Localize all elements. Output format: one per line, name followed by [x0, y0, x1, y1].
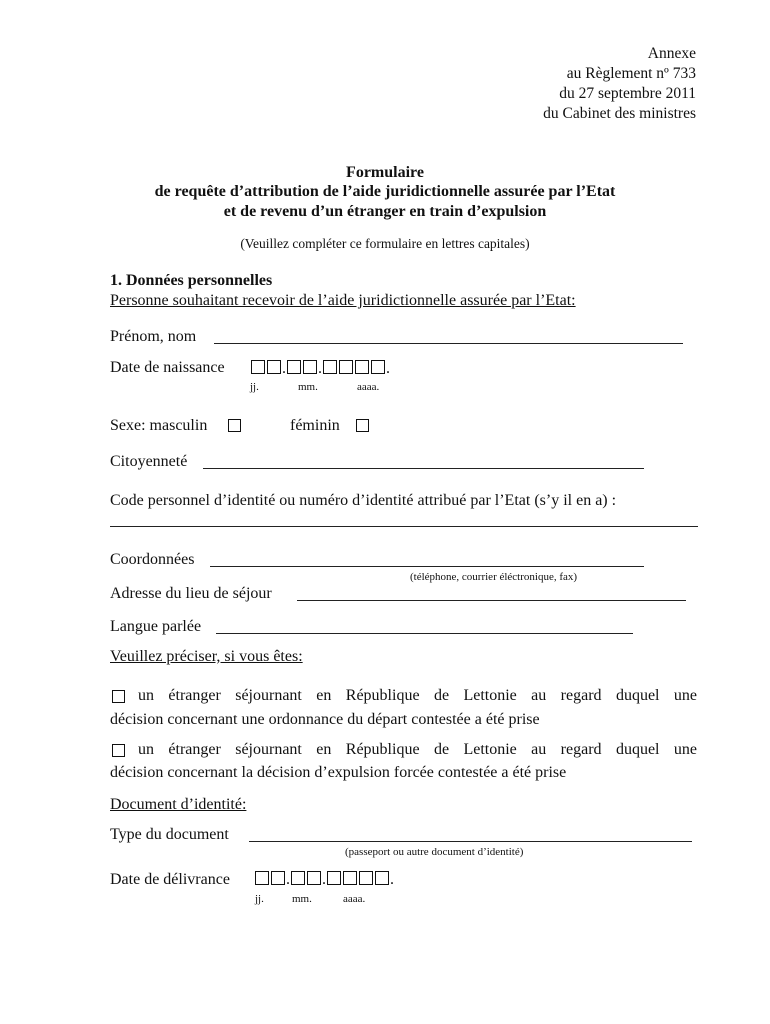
sex-male-label: Sexe: masculin	[110, 417, 208, 434]
form-title-line-2: de requête d’attribution de l’aide juridictionnelle assurée par l’Etat	[154, 183, 616, 200]
contacts-hint: (téléphone, courrier éléctronique, fax)	[410, 571, 578, 583]
birth-year-hint: aaaa.	[357, 381, 380, 393]
birth-date-label: Date de naissance	[110, 359, 225, 376]
birth-month-box-1[interactable]	[287, 360, 301, 374]
contacts-label: Coordonnées	[110, 551, 195, 568]
issue-day-box-1[interactable]	[255, 871, 269, 885]
issue-year-box-4[interactable]	[375, 871, 389, 885]
form-title-line-3: et de revenu d’un étranger en train d’expulsion	[223, 203, 547, 220]
annex-line-4: du Cabinet des ministres	[543, 105, 696, 122]
personal-code-field[interactable]	[110, 526, 698, 527]
issue-year-hint: aaaa.	[343, 893, 366, 905]
male-checkbox[interactable]	[228, 419, 241, 432]
birth-date-boxes[interactable]: . . .	[250, 360, 390, 378]
instruction-note: (Veuillez compléter ce formulaire en lettres capitales)	[240, 236, 530, 251]
citizenship-label: Citoyenneté	[110, 453, 188, 470]
section-subtitle: Personne souhaitant recevoir de l’aide juridictionnelle assurée par l’Etat:	[110, 292, 576, 309]
name-label: Prénom, nom	[110, 328, 197, 345]
option2-text-line-2: décision concernant la décision d’expulsion forcée contestée a été prise	[110, 764, 567, 781]
birth-month-box-2[interactable]	[303, 360, 317, 374]
document-type-hint: (passeport ou autre document d’identité)	[345, 846, 524, 858]
birth-day-box-2[interactable]	[267, 360, 281, 374]
language-label: Langue parlée	[110, 618, 202, 635]
birth-year-box-1[interactable]	[323, 360, 337, 374]
issue-month-box-2[interactable]	[307, 871, 321, 885]
birth-day-hint: jj.	[250, 381, 259, 393]
personal-code-label: Code personnel d’identité ou numéro d’identité attribué par l’Etat (s’y il en a) :	[110, 492, 617, 509]
issue-date-label: Date de délivrance	[110, 871, 230, 888]
option2-checkbox[interactable]	[112, 744, 125, 757]
annex-line-1: Annexe	[647, 45, 696, 62]
issue-date-boxes[interactable]: . . .	[254, 871, 394, 889]
birth-year-box-2[interactable]	[339, 360, 353, 374]
id-document-label: Document d’identité:	[110, 796, 247, 813]
issue-day-hint: jj.	[255, 893, 264, 905]
birth-day-box-1[interactable]	[251, 360, 265, 374]
language-field[interactable]	[216, 633, 633, 634]
female-checkbox[interactable]	[356, 419, 369, 432]
citizenship-field[interactable]	[203, 468, 644, 469]
option2-text-line-1: un étranger séjournant en République de Lettonie au regard duquel une	[138, 741, 697, 758]
contacts-field[interactable]	[210, 566, 644, 567]
issue-month-box-1[interactable]	[291, 871, 305, 885]
address-label: Adresse du lieu de séjour	[110, 585, 272, 602]
section-title: 1. Données personnelles	[110, 272, 273, 289]
option1-text-line-1: un étranger séjournant en République de Lettonie au regard duquel une	[138, 687, 697, 704]
issue-year-box-1[interactable]	[327, 871, 341, 885]
name-field[interactable]	[214, 343, 683, 344]
birth-month-hint: mm.	[298, 381, 318, 393]
annex-line-3: du 27 septembre 2011	[559, 85, 696, 102]
form-title: Formulaire	[346, 164, 424, 181]
issue-day-box-2[interactable]	[271, 871, 285, 885]
annex-line-2: au Règlement nº 733	[566, 65, 696, 82]
birth-year-box-4[interactable]	[371, 360, 385, 374]
option1-checkbox[interactable]	[112, 690, 125, 703]
issue-month-hint: mm.	[292, 893, 312, 905]
birth-year-box-3[interactable]	[355, 360, 369, 374]
document-type-label: Type du document	[110, 826, 229, 843]
option1-text-line-2: décision concernant une ordonnance du départ contestée a été prise	[110, 711, 540, 728]
annex-header	[543, 44, 696, 124]
sex-female-label: féminin	[290, 417, 340, 434]
issue-year-box-3[interactable]	[359, 871, 373, 885]
issue-year-box-2[interactable]	[343, 871, 357, 885]
document-type-field[interactable]	[249, 841, 692, 842]
address-field[interactable]	[297, 600, 686, 601]
specify-label: Veuillez préciser, si vous êtes:	[110, 648, 303, 665]
